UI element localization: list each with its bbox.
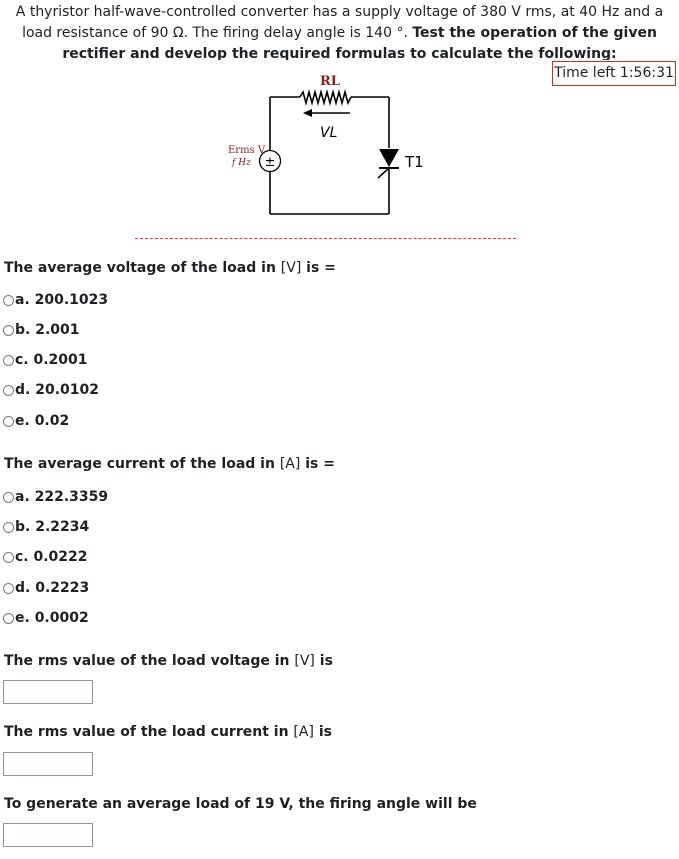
q2-option-a[interactable]	[3, 488, 108, 506]
q1-option-b[interactable]	[3, 321, 80, 339]
q1-radio-a[interactable]	[3, 295, 14, 306]
q2-option-b[interactable]	[3, 518, 89, 536]
ac-source-symbol: ±	[264, 155, 276, 170]
source-rms-label: Erms V	[228, 145, 266, 156]
q2-option-e-label: e. 0.0002	[15, 610, 89, 626]
load-resistor	[300, 92, 351, 103]
load-voltage-label: VL	[320, 125, 338, 141]
q2-suffix: is =	[305, 456, 335, 472]
q2-radio-a[interactable]	[3, 492, 14, 503]
q3-title-text: The rms value of the load voltage in	[4, 653, 290, 669]
q4-suffix: is	[318, 724, 332, 740]
load-resistor-label: RL	[320, 74, 340, 89]
intro-line-3-bold: rectifier and develop the required formulas to calculate the following:	[62, 46, 617, 60]
q3-answer-input[interactable]	[3, 680, 93, 704]
thyristor-gate	[378, 168, 389, 178]
q2-option-b-label: b. 2.2234	[15, 519, 90, 535]
q2-option-a-label: a. 222.3359	[15, 489, 109, 505]
thyristor-body	[379, 149, 399, 167]
q1-radio-c[interactable]	[3, 355, 14, 366]
q1-option-c[interactable]	[3, 351, 88, 369]
q1-title	[4, 260, 336, 276]
q1-option-e-label: e. 0.02	[15, 413, 70, 429]
intro-line-1: A thyristor half-wave-controlled converter has a supply voltage of 380 V rms, at 40 Hz and a	[15, 4, 664, 20]
q2-option-c[interactable]	[3, 548, 88, 566]
q1-title-text: The average voltage of the load in	[4, 260, 276, 276]
q5-title: To generate an average load of 19 V, the firing angle will be	[4, 796, 477, 812]
q4-answer-input[interactable]	[3, 752, 93, 776]
q1-unit: [V]	[280, 260, 302, 276]
q2-radio-d[interactable]	[3, 583, 14, 594]
q1-radio-e[interactable]	[3, 416, 14, 427]
q1-option-d[interactable]	[3, 381, 99, 399]
voltage-arrow-head	[303, 109, 312, 117]
q3-suffix: is	[319, 653, 333, 669]
q4-title-text: The rms value of the load current in	[4, 724, 289, 740]
q1-option-c-label: c. 0.2001	[15, 352, 88, 368]
q4-title	[4, 724, 332, 740]
q2-option-c-label: c. 0.0222	[15, 549, 88, 565]
intro-line-2-bold: Test the operation of the given	[412, 25, 657, 41]
q2-unit: [A]	[279, 456, 301, 472]
q4-unit: [A]	[293, 724, 314, 740]
q2-option-d[interactable]	[3, 579, 89, 597]
q2-option-e[interactable]	[3, 609, 89, 627]
q2-title-text: The average current of the load in	[4, 456, 275, 472]
section-separator	[135, 238, 516, 239]
intro-line-3	[0, 44, 679, 60]
intro-line-2-normal: load resistance of 90 Ω. The firing delay angle is 140 °.	[22, 25, 408, 41]
q1-option-e[interactable]	[3, 412, 69, 430]
thyristor-label: T1	[405, 153, 424, 171]
source-frequency-label: f Hz	[232, 158, 251, 168]
q2-radio-e[interactable]	[3, 613, 14, 624]
q3-unit: [V]	[294, 653, 315, 669]
quiz-timer: Time left 1:56:31	[552, 61, 676, 86]
q1-option-d-label: d. 20.0102	[15, 382, 99, 398]
q1-radio-b[interactable]	[3, 325, 14, 336]
q1-radio-d[interactable]	[3, 385, 14, 396]
q2-option-d-label: d. 0.2223	[15, 580, 90, 596]
q1-option-a-label: a. 200.1023	[15, 292, 109, 308]
question-intro	[0, 2, 679, 60]
circuit-diagram	[0, 70, 679, 230]
q2-radio-c[interactable]	[3, 552, 14, 563]
q5-answer-input[interactable]	[3, 823, 93, 847]
q1-suffix: is =	[306, 260, 336, 276]
q2-title	[4, 456, 335, 472]
intro-line-2	[0, 23, 679, 44]
q1-option-a[interactable]	[3, 291, 108, 309]
q2-radio-b[interactable]	[3, 522, 14, 533]
q3-title	[4, 653, 333, 669]
q1-option-b-label: b. 2.001	[15, 322, 80, 338]
